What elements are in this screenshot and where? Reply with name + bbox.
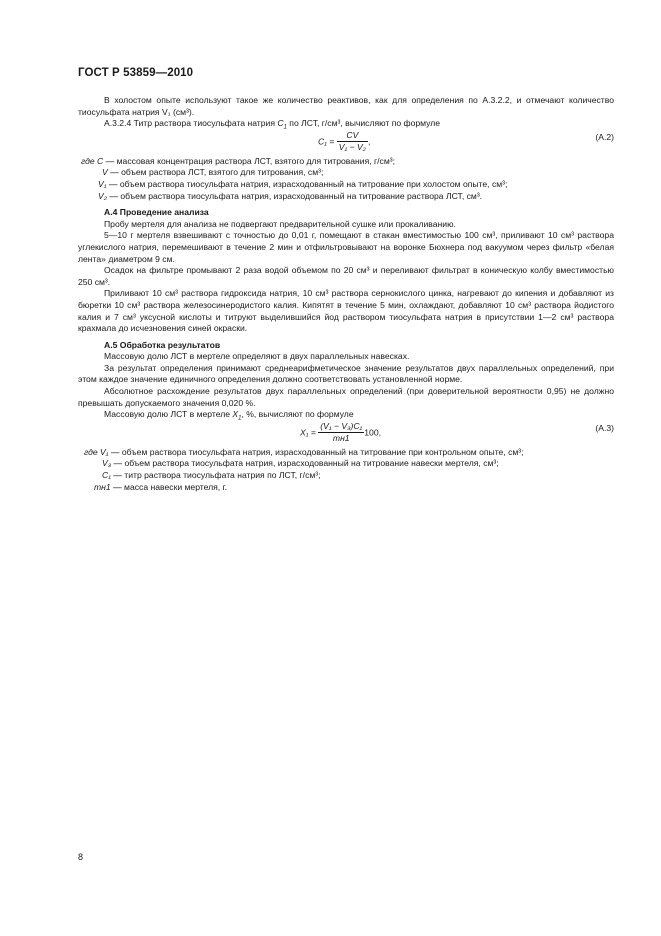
definition-item bbox=[78, 179, 614, 191]
x1-symbol: $X_1$ bbox=[232, 409, 242, 422]
definition-item bbox=[78, 447, 614, 459]
formula-a2-number: (А.2) bbox=[595, 131, 614, 142]
page-header: ГОСТ Р 53859—2010 bbox=[78, 67, 194, 79]
section-a4-paragraph: Осадок на фильтре промывают 2 раза водой объемом по 20 см³ и переливают фильтрат в коническую колбу вместимостью 250 см³. bbox=[78, 265, 614, 287]
formula-a3-lhs: X₁ = bbox=[300, 427, 316, 438]
definition-item bbox=[78, 191, 614, 203]
definitions-a3 bbox=[78, 447, 614, 493]
formula-a3-fraction bbox=[318, 421, 364, 445]
definition-item bbox=[78, 167, 614, 179]
section-a4-paragraph: 5—10 г мертеля взвешивают с точностью до 0,01 г, помещают в стакан вместимостью 100 см³, приливают 10 см³ раствора углекислого натрия, перемешивают в течение 2 мин и отфильтровывают на воронке Бюхнера под вакуумом через фильтр «белая лента» диаметром 9 см. bbox=[78, 230, 614, 264]
definition-text: объем раствора тиосульфата натрия, израсходованный на титрование раствора ЛСТ, см³. bbox=[120, 190, 483, 201]
definition-label: V — bbox=[102, 167, 119, 178]
formula-a2-denominator: V₁ − V₂ bbox=[338, 142, 366, 153]
definition-label: V₂ — bbox=[98, 190, 118, 201]
section-a5-formula-intro bbox=[78, 409, 614, 421]
definition-item bbox=[78, 470, 614, 482]
section-a5-paragraph: Абсолютное расхождение результатов двух параллельных определений (при доверительной вероятности 0,95) не должно превышать допускаемого значения 0,020 %. bbox=[78, 386, 614, 408]
definition-label: где V₁ — bbox=[84, 446, 120, 457]
formula-a2-numerator: CV bbox=[337, 130, 368, 143]
paragraph-titer-intro bbox=[78, 118, 614, 130]
paragraph-blank-test: В холостом опыте используют такое же количество реактивов, как для определения по А.3.2.2, и отмечают количество тиосульфата натрия V₁ (см³). bbox=[78, 95, 614, 117]
definition-text: объем раствора тиосульфата натрия, израсходованный на титрование при контрольном опыте, см³; bbox=[121, 446, 524, 457]
formula-intro-suffix: , %, вычисляют по формуле bbox=[241, 409, 354, 420]
section-heading-a5: А.5 Обработка результатов bbox=[104, 339, 221, 350]
section-a4-paragraph: Приливают 10 см³ раствора гидроксида натрия, 10 см³ раствора сернокислого цинка, нагревают до кипения и добавляют из бюретки 10 см³ раствора железосинеродистого калия. Кипятят в течение 5 мин, охлаждают, добавляют 10 см³ раствора йодистого калия и 7 см³ уксусной кислоты и титруют выделившийся йод раствором тиосульфата натрия в присутствии 1—2 см³ раствора крахмала до исчезновения синей окраски. bbox=[78, 288, 614, 334]
formula-a3-numerator: (V₁ − V₃)C₁ bbox=[318, 421, 364, 434]
definition-label: C₁ — bbox=[102, 470, 122, 481]
definition-label: где C — bbox=[81, 155, 115, 166]
titer-intro-suffix: по ЛСТ, г/см³, вычисляют по формуле bbox=[286, 118, 441, 129]
definition-text: масса навески мертеля, г. bbox=[124, 481, 228, 492]
formula-a3 bbox=[78, 421, 614, 447]
formula-a2 bbox=[78, 130, 614, 156]
definition-text: объем раствора тиосульфата натрия, израсходованный на титрование навески мертеля, см³; bbox=[124, 458, 499, 469]
definition-text: массовая концентрация раствора ЛСТ, взятого для титрования, г/см³; bbox=[116, 155, 395, 166]
section-a5-paragraph: За результат определения принимают среднеарифметическое значение результатов двух параллельных определений, при этом каждое значение единичного определения должно соответствовать установленной норме. bbox=[78, 362, 614, 385]
definition-text: объем раствора тиосульфата натрия, израсходованный на титрование при холостом опыте, см³; bbox=[119, 178, 508, 189]
formula-a3-trail: 100, bbox=[364, 427, 382, 438]
definition-item bbox=[78, 156, 614, 168]
section-a5-paragraph: Массовую долю ЛСТ в мертеле определяют в двух параллельных навесках. bbox=[104, 351, 410, 362]
definition-label: mн1 — bbox=[94, 481, 122, 492]
formula-a2-lhs: C₁ = bbox=[318, 136, 335, 147]
formula-intro-prefix: Массовую долю ЛСТ в мертеле bbox=[104, 409, 233, 420]
section-a4-paragraph: Пробу мертеля для анализа не подвергают предварительной сушке или прокаливанию. bbox=[104, 218, 456, 229]
definition-text: объем раствора ЛСТ, взятого для титрования, см³; bbox=[121, 167, 324, 178]
formula-a2-trail: , bbox=[367, 136, 371, 147]
titer-intro-prefix: А.3.2.4 Титр раствора тиосульфата натрия bbox=[104, 118, 278, 129]
definition-label: V₃ — bbox=[102, 458, 123, 469]
definition-item bbox=[78, 482, 614, 494]
page-content bbox=[78, 95, 614, 493]
section-heading-a4: А.4 Проведение анализа bbox=[104, 207, 209, 218]
titer-symbol: $C_1$ bbox=[277, 118, 287, 131]
definition-label: V₁ — bbox=[98, 178, 118, 189]
definition-item bbox=[78, 458, 614, 470]
page-number: 8 bbox=[78, 852, 84, 862]
definitions-a2 bbox=[78, 156, 614, 202]
definition-text: титр раствора тиосульфата натрия по ЛСТ, г/см³; bbox=[124, 470, 321, 481]
formula-a3-denominator: mн1 bbox=[332, 433, 350, 444]
formula-a2-fraction bbox=[337, 129, 371, 154]
formula-a3-number: (А.3) bbox=[595, 422, 614, 433]
